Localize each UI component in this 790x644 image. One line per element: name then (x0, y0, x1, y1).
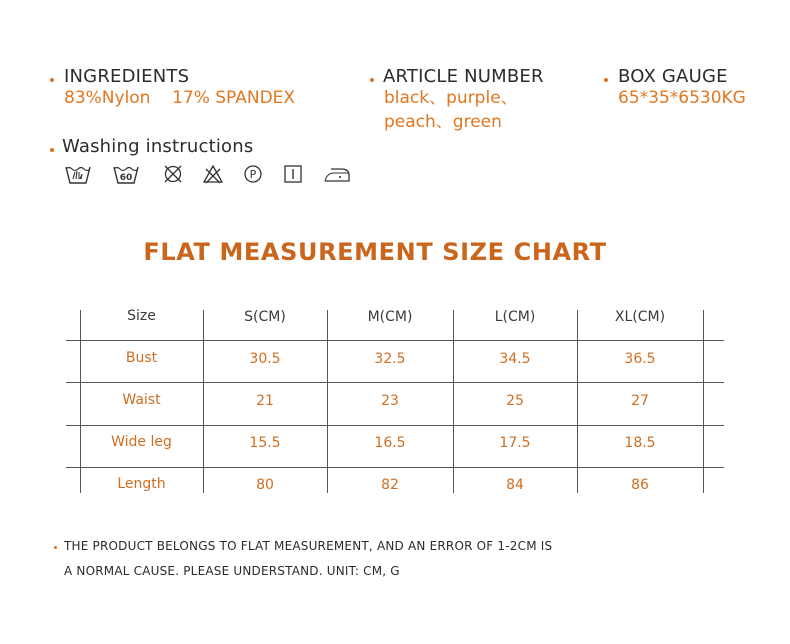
table-cell: 80 (256, 477, 274, 493)
table-row-label: Bust (125, 350, 158, 366)
box-gauge-label: BOX GAUGE (618, 66, 728, 87)
bullet-dot (370, 78, 374, 82)
table-cell: 18.5 (624, 435, 656, 451)
table-header-cell: S(CM) (244, 309, 286, 325)
table-rule (66, 340, 724, 341)
table-cell: 16.5 (374, 435, 406, 451)
table-header-cell: XL(CM) (614, 309, 666, 325)
table-cell: 21 (256, 393, 274, 409)
table-row-label: Waist (122, 392, 161, 408)
ingredients-label: INGREDIENTS (64, 66, 190, 87)
bullet-dot (50, 78, 54, 82)
svg-text:P: P (249, 168, 257, 181)
wash-temperature: 60 (119, 173, 133, 183)
table-row-label: Wide leg (111, 434, 172, 450)
table-header-cell: M(CM) (367, 309, 413, 325)
dry-clean-p-icon (242, 163, 264, 185)
table-row-label: Length (117, 476, 166, 492)
box-gauge-value: 65*35*6530KG (618, 88, 746, 108)
table-cell: 23 (381, 393, 399, 409)
washing-instructions-label: Washing instructions (62, 136, 254, 157)
line-dry-icon (282, 163, 304, 185)
no-bleach-icon (202, 163, 224, 185)
table-cell: 30.5 (249, 351, 281, 367)
measurement-note-line2: A NORMAL CAUSE. PLEASE UNDERSTAND. UNIT: CM, G (64, 564, 400, 578)
article-colors-line2: peach、green (384, 112, 502, 132)
no-tumble-dry-icon (162, 163, 184, 185)
bullet-dot (604, 78, 608, 82)
bullet-dot (54, 546, 57, 549)
table-cell: 34.5 (499, 351, 531, 367)
table-cell: 25 (506, 393, 524, 409)
table-header-cell: Size (127, 308, 156, 324)
iron-icon (322, 163, 352, 185)
table-rule (66, 382, 724, 383)
size-chart-title: FLAT MEASUREMENT SIZE CHART (143, 238, 607, 266)
table-cell: 17.5 (499, 435, 531, 451)
hand-wash-icon (64, 163, 92, 185)
table-cell: 86 (631, 477, 649, 493)
table-cell: 36.5 (624, 351, 656, 367)
ingredients-value: 83%Nylon 17% SPANDEX (64, 88, 296, 108)
table-column-divider (703, 310, 704, 493)
table-cell: 32.5 (374, 351, 406, 367)
table-cell: 84 (506, 477, 524, 493)
bullet-dot (50, 148, 54, 152)
table-rule (66, 467, 724, 468)
table-cell: 15.5 (249, 435, 281, 451)
wash-60-icon (112, 163, 140, 185)
article-colors-line1: black、purple、 (384, 88, 518, 108)
table-rule (66, 425, 724, 426)
article-number-label: ARTICLE NUMBER (383, 66, 544, 87)
measurement-note-line1: THE PRODUCT BELONGS TO FLAT MEASUREMENT, AND AN ERROR OF 1-2CM IS (64, 539, 553, 553)
table-header-cell: L(CM) (494, 309, 536, 325)
table-cell: 82 (381, 477, 399, 493)
table-cell: 27 (631, 393, 649, 409)
